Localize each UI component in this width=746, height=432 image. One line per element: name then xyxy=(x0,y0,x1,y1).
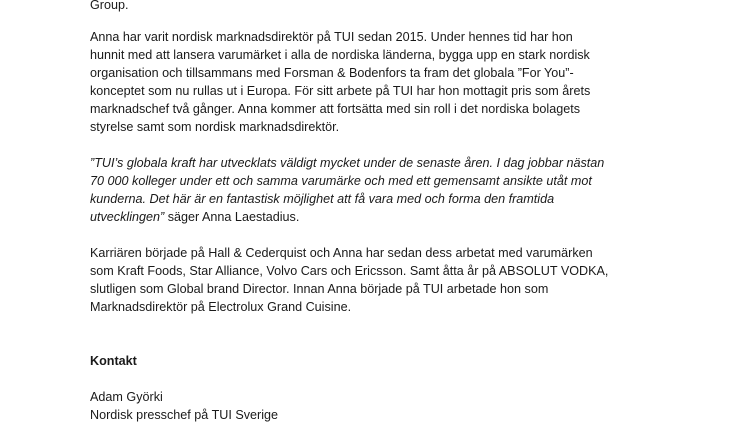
paragraph-line: styrelse samt som nordisk marknadsdirektör. xyxy=(90,120,340,134)
contact-name: Adam Györki xyxy=(90,390,163,404)
paragraph-line: Marknadsdirektör på Electrolux Grand Cuisine. xyxy=(90,300,352,314)
paragraph-line: Karriären började på Hall & Cederquist och Anna har sedan dess arbetat med varumärken xyxy=(90,246,593,260)
paragraph-line: konceptet som nu rullas ut i Europa. För sitt arbete på TUI har hon mottagit pris som årets xyxy=(90,84,591,98)
quote-line: kunderna. Det här är en fantastisk möjlighet att få vara med och forma den framtida xyxy=(90,192,555,206)
paragraph-line: marknadschef två gånger. Anna kommer att fortsätta med sin roll i det nordiska bolagets xyxy=(90,102,581,116)
quote-line: ”TUI’s globala kraft har utvecklats väldigt mycket under de senaste åren. I dag jobbar nästan xyxy=(90,156,605,170)
quote-end: utvecklingen” xyxy=(90,210,165,224)
top-fragment: Group. xyxy=(90,0,129,12)
paragraph-line: Anna har varit nordisk marknadsdirektör på TUI sedan 2015. Under hennes tid har hon xyxy=(90,30,573,44)
paragraph-line: hunnit med att lansera varumärket i alla de nordiska länderna, bygga upp en stark nordisk xyxy=(90,48,590,62)
paragraph-line: som Kraft Foods, Star Alliance, Volvo Cars och Ericsson. Samt åtta år på ABSOLUT VODKA, xyxy=(90,264,609,278)
paragraph-line: organisation och tillsammans med Forsman & Bodenfors ta fram det globala ”For You”- xyxy=(90,66,574,80)
quote-last-line xyxy=(90,208,299,226)
quote-line: 70 000 kolleger under ett och samma varumärke och med ett gemensamt ansikte utåt mot xyxy=(90,174,592,188)
contact-title: Nordisk presschef på TUI Sverige xyxy=(90,408,279,422)
quote-attribution: säger Anna Laestadius. xyxy=(164,210,300,224)
paragraph-line: slutligen som Global brand Director. Innan Anna började på TUI arbetade hon som xyxy=(90,282,549,296)
contact-heading: Kontakt xyxy=(90,354,137,368)
